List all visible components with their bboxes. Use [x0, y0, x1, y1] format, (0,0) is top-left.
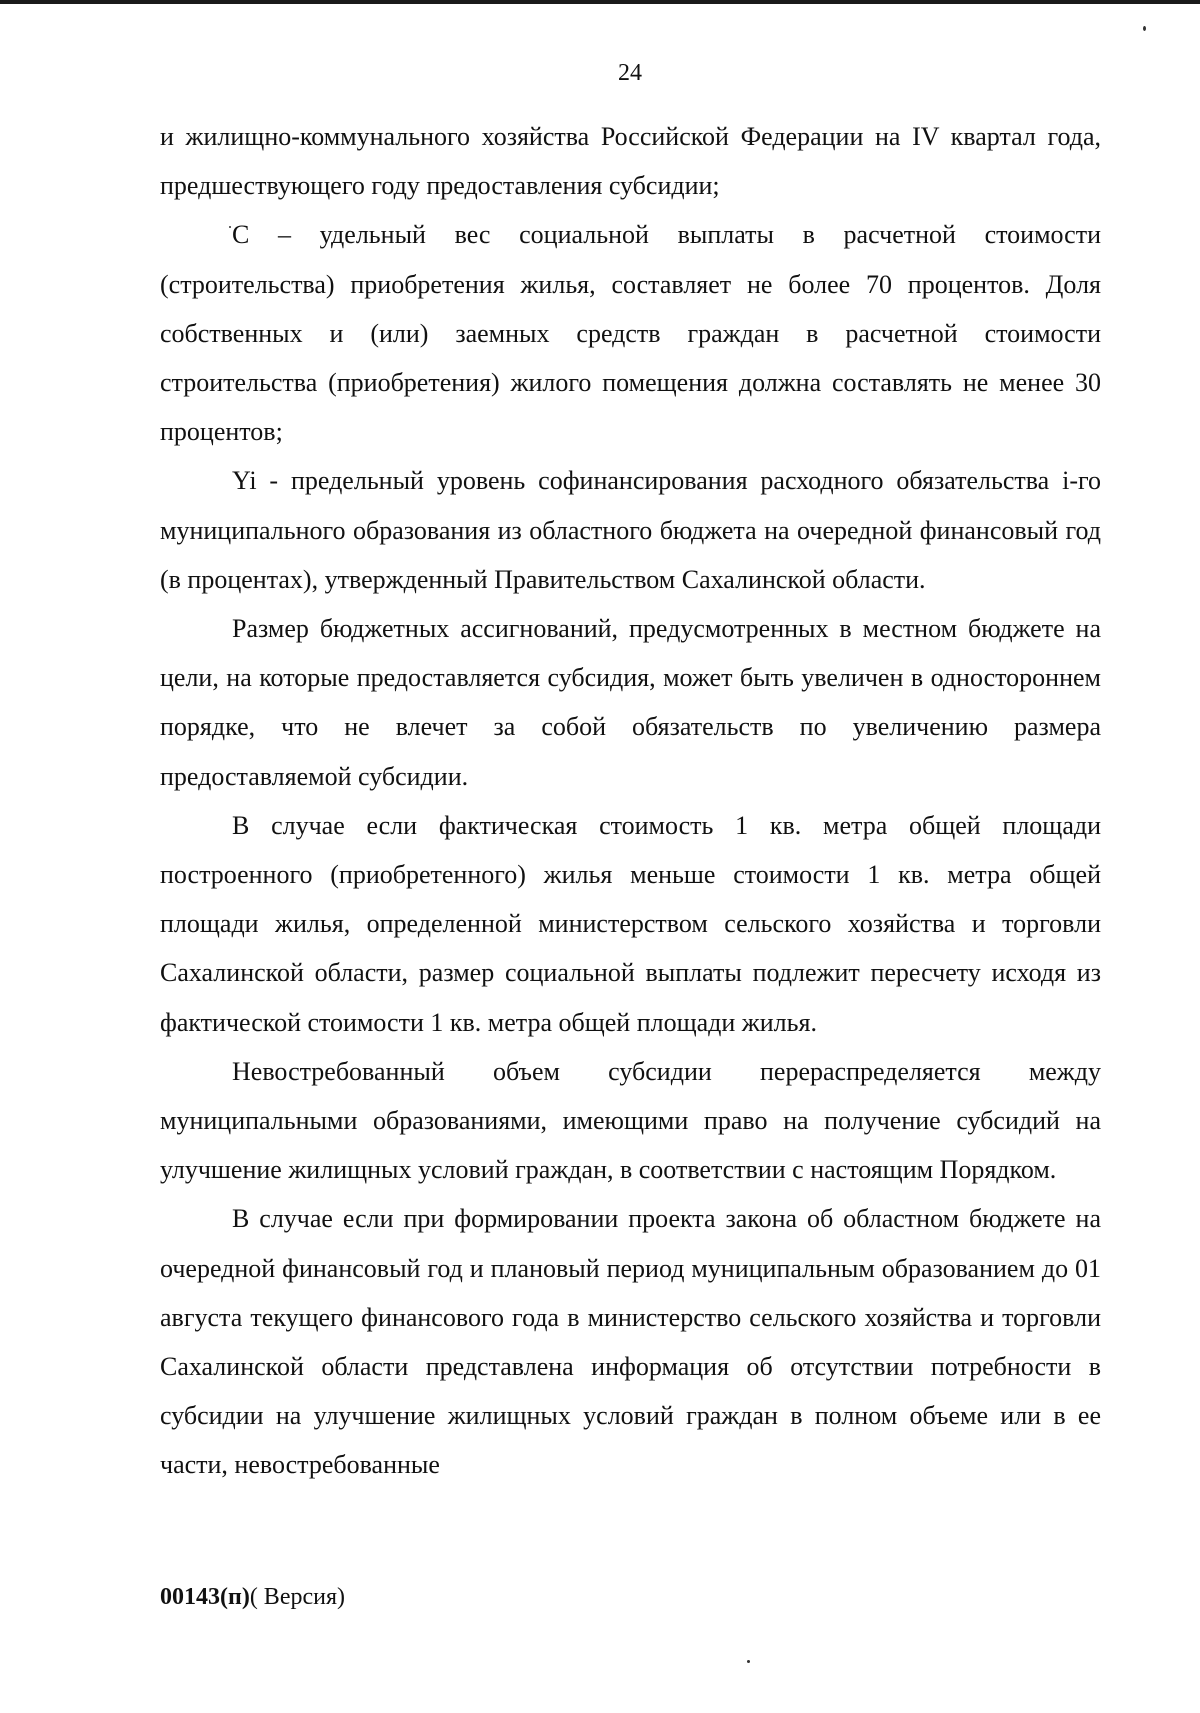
- top-border-line: [0, 0, 1200, 4]
- scan-speck: [1143, 26, 1146, 31]
- scan-speck: [229, 226, 231, 228]
- document-footer: [160, 1584, 345, 1611]
- document-body: [160, 112, 1101, 1490]
- scan-speck: [747, 1660, 750, 1663]
- paragraph-budget-formation: В случае если при формировании проекта закона об областном бюджете на очередной финансовый год и плановый период муниципальным образованием до 01 августа текущего финансового года в министерство сельского хозяйства и торговли Сахалинской области представлена информация об отсутствии потребности в субсидии на улучшение жилищных условий граждан в полном объеме или в ее части, невостребованные: [160, 1204, 1101, 1480]
- page-number: 24: [618, 60, 642, 86]
- paragraph-actual-cost: В случае если фактическая стоимость 1 кв. метра общей площади построенного (приобретенного) жилья меньше стоимости 1 кв. метра общей площади жилья, определенной министерством сельского хозяйства и торговли Сахалинской области, размер социальной выплаты подлежит пересчету исходя из фактической стоимости 1 кв. метра общей площади жилья.: [160, 810, 1101, 1037]
- paragraph-yi-definition: Yi - предельный уровень софинансирования расходного обязательства i-го муниципального образования из областного бюджета на очередной финансовый год (в процентах), утвержденный Правительством Сахалинской области.: [160, 466, 1101, 594]
- document-code: 00143(п): [160, 1584, 250, 1610]
- paragraph-budget-allocation: Размер бюджетных ассигнований, предусмотренных в местном бюджете на цели, на которые предоставляется субсидия, может быть увеличен в одностороннем порядке, что не влечет за собой обязательств по увеличению размера предоставляемой субсидии.: [160, 614, 1101, 791]
- document-version: ( Версия): [249, 1584, 345, 1610]
- paragraph-unclaimed-subsidy: Невостребованный объем субсидии перераспределяется между муниципальными образованиями, имеющими право на получение субсидий на улучшение жилищных условий граждан, в соответствии с настоящим Порядком.: [160, 1056, 1101, 1185]
- paragraph-c-definition: С – удельный вес социальной выплаты в расчетной стоимости (строительства) приобретения жилья, составляет не более 70 процентов. Доля собственных и (или) заемных средств граждан в расчетной стоимости строительства (приобретения) жилого помещения должна составлять не менее 30 процентов;: [160, 220, 1101, 447]
- paragraph-continuation: и жилищно-коммунального хозяйства Российской Федерации на IV квартал года, предшествующего году предоставления субсидии;: [160, 122, 1101, 201]
